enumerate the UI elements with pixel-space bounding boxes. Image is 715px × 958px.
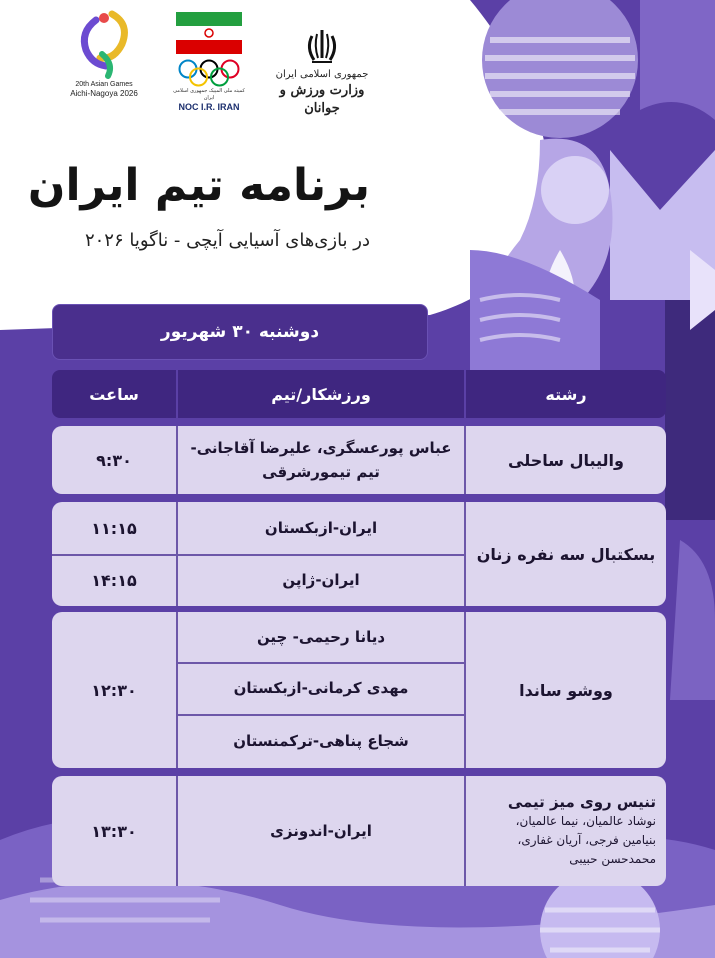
time-cell: ۱۲:۳۰ [91,680,137,700]
player-names-line: بنیامین فرجی، آریان غفاری، [517,833,656,847]
ministry-country: جمهوری اسلامی ایران [275,69,369,80]
time-cell: ۱۴:۱۵ [91,570,137,590]
row-wushu [52,612,666,768]
athlete-cell: شجاع پناهی-ترکمنستان [233,732,409,750]
player-names-line: نوشاد عالمیان، نیما عالمیان، [515,814,656,828]
athlete-cell: مهدی کرمانی-ازبکستان [233,679,409,697]
iran-flag-icon [176,12,242,54]
player-names-line: محمدحسن حبیبی [569,852,656,866]
ministry-logo [262,28,382,118]
date-banner: دوشنبه ۳۰ شهریور [52,304,428,360]
olympic-rings-icon [176,58,242,88]
noc-logo [172,12,246,113]
header-time: ساعت [52,370,176,418]
sport-table-tennis-cell [466,776,666,886]
athlete-cell: ایران-اندونزی [270,822,372,840]
page-subtitle: در بازی‌های آسیایی آیچی - ناگویا ۲۰۲۶ [84,230,370,251]
page-title: برنامه تیم ایران [27,160,370,211]
asian-games-host: Aichi-Nagoya 2026 [70,89,138,98]
athlete-cell [178,426,464,494]
header-athlete: ورزشکار/تیم [178,370,464,418]
athlete-cell: ایران-ژاپن [282,571,360,589]
sport-table-tennis: تنیس روی میز تیمی [507,793,656,811]
sport-wushu: ووشو ساندا [519,680,613,700]
athlete-cell: دیانا رحیمی- چین [256,628,386,646]
sport-beach-volleyball: والیبال ساحلی [508,450,624,470]
athlete-cell: ایران-ازبکستان [264,519,378,537]
iran-emblem-icon [304,28,340,68]
athlete-line: تیم تیمورشرقی [262,463,380,481]
asian-games-edition: 20th Asian Games [75,81,133,88]
time-cell: ۱۱:۱۵ [91,518,137,538]
sport-basketball: بسکتبال سه نفره زنان [476,544,656,564]
asian-games-logo [64,10,144,99]
athlete-line: عباس پورعسگری، علیرضا آقاجانی- [190,439,452,457]
noc-name: NOC I.R. IRAN [178,102,240,112]
asian-games-emblem-icon [74,10,134,80]
row-beach-volleyball [52,426,666,494]
time-cell: ۹:۳۰ [96,450,132,470]
header-sport: رشته [466,370,666,418]
row-table-tennis [52,776,666,886]
row-basketball [52,502,666,606]
time-cell: ۱۳:۳۰ [91,821,137,841]
noc-caption: کمیته ملی المپیک جمهوری اسلامی ایران [173,88,245,101]
ministry-name: وزارت ورزش و جوانان [279,83,365,116]
